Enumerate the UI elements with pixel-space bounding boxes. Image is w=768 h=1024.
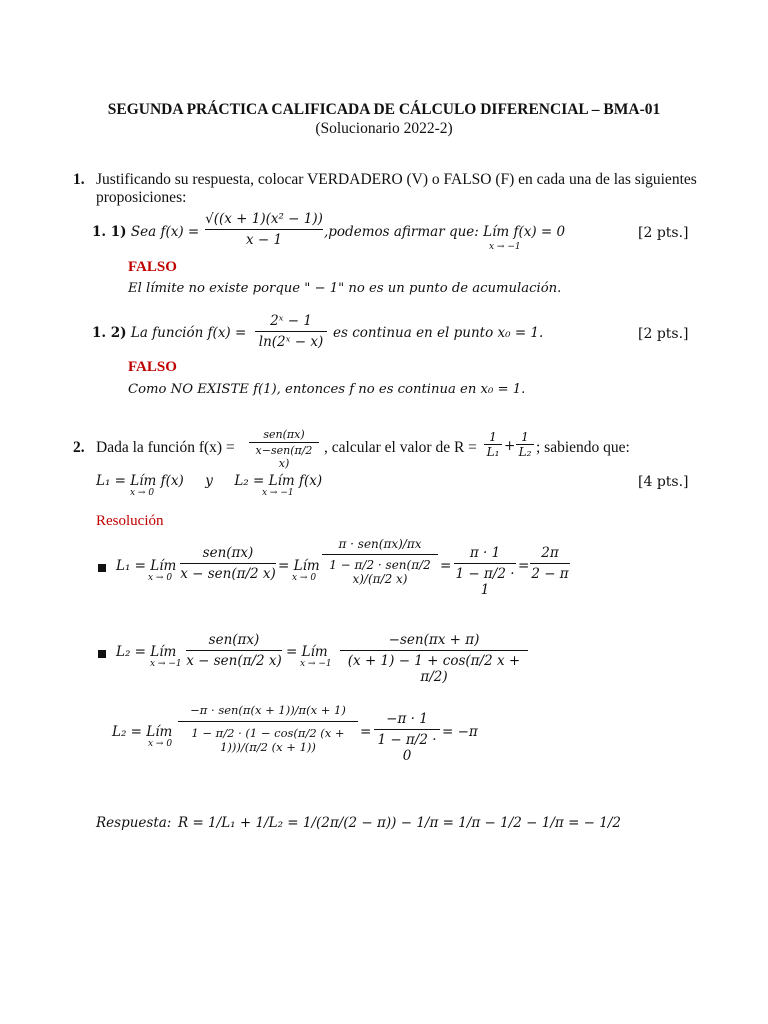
proposition-1-1-justification: El límite no existe porque " − 1" no es un punto de acumulación. [128, 281, 562, 296]
page-title: SEGUNDA PRÁCTICA CALIFICADA DE CÁLCULO DIFERENCIAL – BMA-01 [107, 101, 661, 118]
proposition-1-1 [92, 224, 199, 240]
question-2-mid: , calcular el valor de R = [324, 439, 477, 456]
l1-frac4-den: 2 − π [531, 566, 569, 582]
question-2-post: ; sabiendo que: [536, 439, 630, 456]
l2-frac2-num: −sen(πx + π) [340, 632, 528, 651]
proposition-1-2-fraction [255, 313, 327, 350]
question-2-function-denominator: x−sen(π/2 x) [255, 444, 313, 470]
proposition-1-2-post: es continua en el punto x₀ = 1. [333, 325, 544, 341]
l2b-sub: x → 0 [148, 739, 173, 749]
l1-frac4 [530, 545, 570, 582]
l1-frac3-num: π · 1 [454, 545, 516, 564]
bullet-icon [98, 650, 106, 658]
l2-frac2 [340, 632, 528, 685]
l2-lhs: L₂ = Lím [116, 644, 177, 660]
question-2-r-frac1: 1 L₁ [484, 430, 502, 459]
l2b-frac1-den: 1 − π/2 · (1 − cos(π/2 (x + 1)))/(π/2 (x + 1)) [191, 726, 345, 754]
bullet-icon [98, 564, 106, 572]
proposition-1-1-points: [2 pts.] [638, 225, 689, 241]
l1-sub: x → 0 [148, 573, 173, 583]
resolution-label: Resolución [96, 513, 164, 529]
l1-frac2-den: 1 − π/2 · sen(π/2 x)/(π/2 x) [329, 558, 431, 586]
plus-sign: + [504, 438, 516, 454]
l2b-frac2 [374, 711, 440, 764]
question-2-r-frac2: 1 L₂ [516, 430, 534, 459]
proposition-1-2-label: 1. 2) [92, 325, 127, 341]
proposition-1-2-answer: FALSO [128, 359, 177, 375]
proposition-1-2-points: [2 pts.] [638, 326, 689, 342]
question-2-number: 2. [73, 439, 85, 456]
l1-eq2: = Lím [278, 558, 320, 574]
question-1-text-line2: proposiciones: [96, 189, 187, 206]
l1-frac3 [454, 545, 516, 598]
proposition-1-1-answer: FALSO [128, 259, 177, 275]
proposition-1-1-label: 1. 1) [92, 224, 127, 240]
l2b-frac1 [178, 703, 358, 754]
equals-sign: = [518, 558, 530, 574]
l2b-frac2-num: −π · 1 [374, 711, 440, 730]
l1-frac4-num: 2π [530, 545, 570, 564]
equals-sign: = [360, 724, 372, 740]
l2b-lhs: L₂ = Lím [112, 724, 173, 740]
question-1-number: 1. [73, 171, 85, 188]
page-subtitle: (Solucionario 2022-2) [315, 120, 453, 137]
l2-sub2: x → −1 [300, 659, 332, 669]
l1-frac1 [180, 545, 276, 582]
l1-frac2 [322, 537, 438, 586]
l2b-result: = −π [442, 724, 478, 740]
proposition-1-1-limit-sub: x → −1 [489, 242, 521, 252]
l2-frac1-den: x − sen(π/2 x) [186, 653, 282, 669]
proposition-1-1-numerator: √((x + 1)(x² − 1)) [205, 211, 323, 230]
l2-sub: x → −1 [150, 659, 182, 669]
proposition-1-2-justification: Como NO EXISTE f(1), entonces f no es continua en x₀ = 1. [128, 382, 526, 397]
question-2-definitions: L₁ = Lím f(x) y L₂ = Lím f(x) [96, 473, 323, 489]
question-2-def-sub1: x → 0 [130, 488, 155, 498]
l2-frac1 [186, 632, 282, 669]
question-2-pre: Dada la función f(x) = [96, 439, 235, 456]
proposition-1-2-pre: La función f(x) = [130, 325, 247, 341]
question-2-def-sub2: x → −1 [262, 488, 294, 498]
l1-sub2: x → 0 [292, 573, 317, 583]
question-2-function-numerator: sen(πx) [249, 428, 319, 443]
l2b-frac1-num: −π · sen(π(x + 1))/π(x + 1) [178, 703, 358, 722]
l2-frac2-den: (x + 1) − 1 + cos(π/2 x + π/2) [347, 653, 521, 685]
proposition-1-2 [92, 325, 246, 341]
proposition-1-1-fraction [205, 211, 323, 248]
proposition-1-1-denominator: x − 1 [245, 232, 283, 248]
equals-sign: = [440, 558, 452, 574]
answer-label: Respuesta: [96, 815, 172, 831]
l1-frac2-num: π · sen(πx)/πx [322, 537, 438, 555]
l1-frac1-num: sen(πx) [180, 545, 276, 564]
proposition-1-2-denominator: ln(2ˣ − x) [258, 334, 324, 350]
question-2-points: [4 pts.] [638, 474, 689, 490]
l2-frac1-num: sen(πx) [186, 632, 282, 651]
l1-lhs: L₁ = Lím [116, 558, 177, 574]
proposition-1-2-numerator: 2ˣ − 1 [255, 313, 327, 332]
proposition-1-1-post: ,podemos afirmar que: Lím f(x) = 0 [324, 224, 566, 240]
question-2-function-fraction [249, 428, 319, 470]
question-1-text-line1: Justificando su respuesta, colocar VERDADERO (V) o FALSO (F) en cada una de las siguientes [96, 171, 697, 188]
l2b-frac2-den: 1 − π/2 · 0 [377, 732, 437, 764]
answer-expression: R = 1/L₁ + 1/L₂ = 1/(2π/(2 − π)) − 1/π = 1/π − 1/2 − 1/π = − 1/2 [178, 815, 622, 831]
proposition-1-1-pre: Sea f(x) = [130, 224, 200, 240]
l1-frac1-den: x − sen(π/2 x) [180, 566, 276, 582]
l1-frac3-den: 1 − π/2 · 1 [455, 566, 515, 598]
l2-eq2: = Lím [286, 644, 328, 660]
